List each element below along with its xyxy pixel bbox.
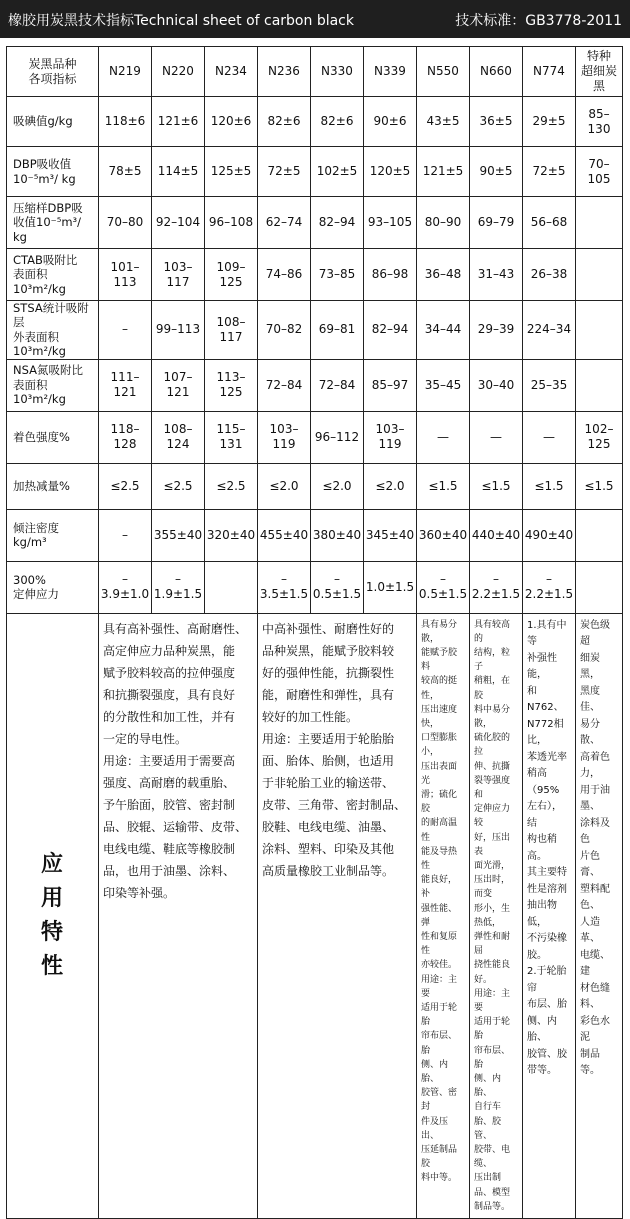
table-cell: 82±6 (258, 97, 311, 147)
table-cell: 108–117 (205, 301, 258, 360)
table-cell: 72–84 (311, 359, 364, 411)
table-cell: 29–39 (470, 301, 523, 360)
col-header: 特种 超细炭黑 (576, 47, 623, 97)
row-label: 吸碘值g/kg (7, 97, 99, 147)
table-cell: 74–86 (258, 249, 311, 301)
table-cell: 72±5 (258, 147, 311, 197)
table-row (7, 197, 623, 249)
table-row (7, 561, 623, 613)
table-row (7, 359, 623, 411)
table-cell: ≤2.0 (258, 463, 311, 509)
table-cell: 103–119 (364, 411, 417, 463)
standard-label: 技术标准：GB3778-2011 (455, 13, 622, 29)
row-label: 倾注密度 kg/m³ (7, 509, 99, 561)
table-cell: 86–98 (364, 249, 417, 301)
table-cell: 70–80 (99, 197, 152, 249)
table-cell: 120±5 (364, 147, 417, 197)
row-label: DBP吸收值 10⁻⁵m³/ kg (7, 147, 99, 197)
table-cell: 103–117 (152, 249, 205, 301)
table-cell: 320±40 (205, 509, 258, 561)
table-cell: 99–113 (152, 301, 205, 360)
table-cell (205, 561, 258, 613)
table-cell: 90±5 (470, 147, 523, 197)
table-cell: 31–43 (470, 249, 523, 301)
table-cell: 35–45 (417, 359, 470, 411)
table-cell: 34–44 (417, 301, 470, 360)
table-cell: 80–90 (417, 197, 470, 249)
table-cell (576, 509, 623, 561)
col-header: N550 (417, 47, 470, 97)
table-row (7, 97, 623, 147)
table-cell: 118±6 (99, 97, 152, 147)
table-cell: 107–121 (152, 359, 205, 411)
row-label: 300% 定伸应力 (7, 561, 99, 613)
table-row (7, 147, 623, 197)
table-cell: 440±40 (470, 509, 523, 561)
table-cell: 118–128 (99, 411, 152, 463)
table-cell: 70–82 (258, 301, 311, 360)
table-cell: –2.2±1.5 (470, 561, 523, 613)
table-cell: 355±40 (152, 509, 205, 561)
table-cell: — (417, 411, 470, 463)
table-cell: 26–38 (523, 249, 576, 301)
row-label: STSA统计吸附层 外表面积10³m²/kg (7, 301, 99, 360)
table-cell: 121±5 (417, 147, 470, 197)
table-cell: 90±6 (364, 97, 417, 147)
table-cell (576, 301, 623, 360)
row-label: 着色强度% (7, 411, 99, 463)
table-cell: 93–105 (364, 197, 417, 249)
application-label (7, 613, 99, 1219)
application-label-char: 应 (40, 851, 64, 877)
table-cell: 69–79 (470, 197, 523, 249)
table-cell: ≤1.5 (417, 463, 470, 509)
table-cell: 25–35 (523, 359, 576, 411)
table-cell: 125±5 (205, 147, 258, 197)
table-cell: 30–40 (470, 359, 523, 411)
table-cell: 455±40 (258, 509, 311, 561)
table-cell: 380±40 (311, 509, 364, 561)
table-cell: 490±40 (523, 509, 576, 561)
table-cell: 102±5 (311, 147, 364, 197)
table-row (7, 509, 623, 561)
table-cell: –0.5±1.5 (417, 561, 470, 613)
table-cell: 114±5 (152, 147, 205, 197)
table-cell: 36±5 (470, 97, 523, 147)
table-cell: ≤2.5 (152, 463, 205, 509)
row-label: NSA氮吸附比 表面积10³m²/kg (7, 359, 99, 411)
table-cell: 72±5 (523, 147, 576, 197)
table-cell: 115–131 (205, 411, 258, 463)
table-cell (576, 197, 623, 249)
table-cell (576, 249, 623, 301)
table-cell: –2.2±1.5 (523, 561, 576, 613)
application-label-char: 特 (40, 919, 64, 945)
col-header: N219 (99, 47, 152, 97)
table-cell: — (523, 411, 576, 463)
table-cell: 73–85 (311, 249, 364, 301)
table-cell (576, 359, 623, 411)
table-cell: ≤2.5 (99, 463, 152, 509)
col-header: N660 (470, 47, 523, 97)
application-label-char: 用 (40, 885, 64, 911)
table-cell: ≤2.0 (364, 463, 417, 509)
application-text-n550: 具有易分散， 能赋予胶料 较高的挺性， 压出速度快， 口型膨胀小， 压出表面光 滑；硫化胶 的耐高温性 能及导热性 能良好，补 强性能、弹 性和复原性 亦较佳。 用途：主要 适用于轮胎 帘布层、胎 侧、内胎、 胶管、密封 件及压出、 压延制品胶 料中等。 (417, 613, 470, 1219)
corner-cell: 炭黑品种 各项指标 (7, 47, 99, 97)
table-cell: 345±40 (364, 509, 417, 561)
table-cell: 113–125 (205, 359, 258, 411)
col-header: N774 (523, 47, 576, 97)
table-cell: 96–108 (205, 197, 258, 249)
table-cell: 72–84 (258, 359, 311, 411)
table-row (7, 463, 623, 509)
row-label: 加热减量% (7, 463, 99, 509)
table-cell: ≤1.5 (523, 463, 576, 509)
col-header: N339 (364, 47, 417, 97)
table-cell: 1.0±1.5 (364, 561, 417, 613)
table-cell: 69–81 (311, 301, 364, 360)
col-header: N220 (152, 47, 205, 97)
table-cell: 78±5 (99, 147, 152, 197)
table-cell: 56–68 (523, 197, 576, 249)
table-cell: 360±40 (417, 509, 470, 561)
row-label: CTAB吸附比 表面积10³m²/kg (7, 249, 99, 301)
sheet-title: 橡胶用炭黑技术指标Technical sheet of carbon black (8, 13, 354, 29)
table-cell: 70–105 (576, 147, 623, 197)
table-cell: 36–48 (417, 249, 470, 301)
table-cell: 121±6 (152, 97, 205, 147)
table-cell: 82–94 (311, 197, 364, 249)
table-header-row (7, 47, 623, 97)
table-cell: ≤2.0 (311, 463, 364, 509)
table-cell: ≤2.5 (205, 463, 258, 509)
table-cell: – (99, 509, 152, 561)
table-cell: 111–121 (99, 359, 152, 411)
table-cell: 62–74 (258, 197, 311, 249)
application-text-special: 炭色级超 细炭黑， 黑度佳、 易分散、 高着色力， 用于油墨、 涂料及色 片色膏、 塑料配色、 人造革、 电缆、建 材色缝料、 彩色水泥 制品等。 (576, 613, 623, 1219)
application-text-group1: 具有高补强性、高耐磨性、 高定伸应力品种炭黑，能 赋予胶料较高的拉伸强度 和抗撕裂强度，具有良好 的分散性和加工性，并有 一定的导电性。 用途：主要适用于需要高 强度、高耐磨的载重胎、 予午胎面，胶管、密封制 品、胶辊、运输带、皮带、 电线电缆、鞋底等橡胶制 品，也用于油墨、涂料、 印染等补强。 (99, 613, 258, 1219)
table-cell: 109–125 (205, 249, 258, 301)
table-cell: 29±5 (523, 97, 576, 147)
table-row (7, 301, 623, 360)
table-cell: 43±5 (417, 97, 470, 147)
table-cell: 82±6 (311, 97, 364, 147)
table-cell: 96–112 (311, 411, 364, 463)
table-cell: 120±6 (205, 97, 258, 147)
spec-table (6, 46, 623, 1219)
table-cell: 108–124 (152, 411, 205, 463)
table-cell: 92–104 (152, 197, 205, 249)
table-cell: –3.5±1.5 (258, 561, 311, 613)
table-row (7, 249, 623, 301)
col-header: N236 (258, 47, 311, 97)
row-label: 压缩样DBP吸 收值10⁻⁵m³/ kg (7, 197, 99, 249)
application-text-group2: 中高补强性、耐磨性好的 品种炭黑，能赋予胶料较 好的强伸性能，抗撕裂性 能，耐磨性和弹性，具有 较好的加工性能。 用途：主要适用于轮胎胎 面、胎体、胎侧，也适用 于非轮胎工业的输送带、 皮带、三角带、密封制品、 胶鞋、电线电缆、油墨、 涂料、塑料、印染及其他 高质量橡胶工业制品等。 (258, 613, 417, 1219)
table-cell: 101–113 (99, 249, 152, 301)
table-cell: 85–97 (364, 359, 417, 411)
application-text-n774: 1.具有中等 补强性能， 和N762、 N772相比， 苯透光率 稍高（95% 左右），结 构也稍高。 其主要特 性是溶剂 抽出物低， 不污染橡 胶。 2.于轮胎帘 布层、胎 侧、内胎、 胶管、胶 带等。 (523, 613, 576, 1219)
table-cell: 224–34 (523, 301, 576, 360)
table-cell: – (99, 301, 152, 360)
application-label-char: 性 (40, 953, 64, 979)
table-cell: –3.9±1.0 (99, 561, 152, 613)
table-cell: ≤1.5 (576, 463, 623, 509)
application-text-n660: 具有较高的 结构，粒子 稍粗，在胶 料中易分散， 硫化胶的拉 伸、抗撕 裂等强度和 定伸应力较 好，压出表 面光滑， 压出时，而变 形小，生热低， 弹性和耐屈 挠性能良好。 用途：主要 适用于轮胎 帘布层、胎 侧、内胎、 自行车 胎、胶管、 胶带、电缆、 压出制品、模型 制品等。 (470, 613, 523, 1219)
table-row (7, 411, 623, 463)
table-cell: ≤1.5 (470, 463, 523, 509)
table-cell: — (470, 411, 523, 463)
table-cell: –0.5±1.5 (311, 561, 364, 613)
application-row (7, 613, 623, 1219)
title-bar (0, 0, 630, 38)
table-cell (576, 561, 623, 613)
table-cell: –1.9±1.5 (152, 561, 205, 613)
col-header: N234 (205, 47, 258, 97)
table-cell: 85–130 (576, 97, 623, 147)
table-cell: 82–94 (364, 301, 417, 360)
table-cell: 103–119 (258, 411, 311, 463)
col-header: N330 (311, 47, 364, 97)
table-cell: 102–125 (576, 411, 623, 463)
